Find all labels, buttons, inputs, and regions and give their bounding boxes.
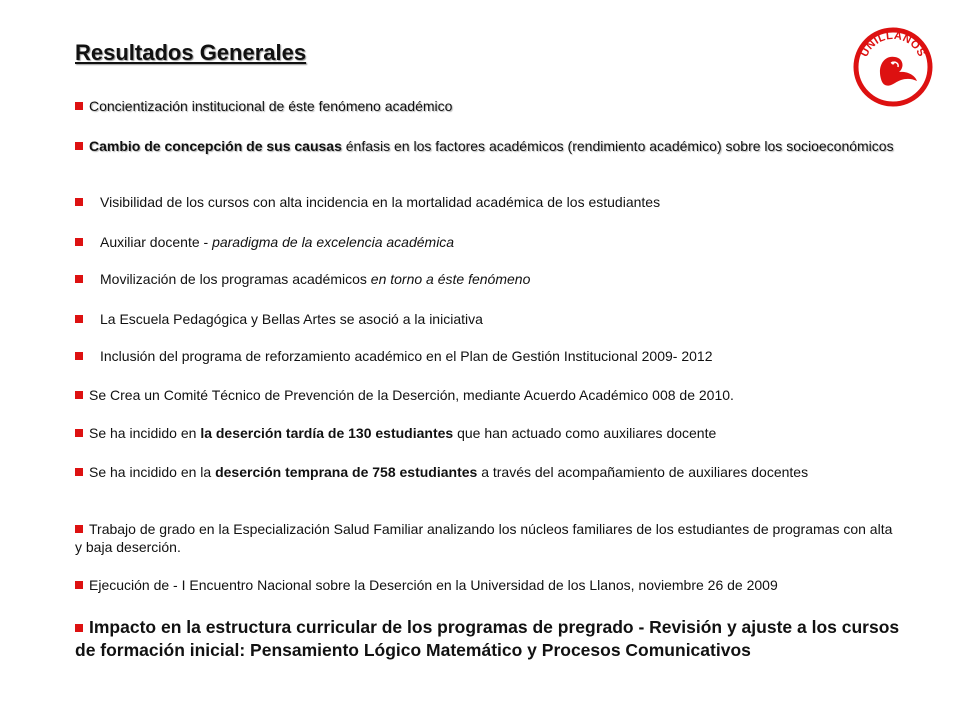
bullet-icon [75, 581, 83, 589]
bullet-icon [75, 238, 83, 246]
bullet-icon [75, 468, 83, 476]
bullet-icon [75, 624, 83, 632]
bullet-icon [75, 391, 83, 399]
bullet-icon [75, 352, 83, 360]
list-item: Auxiliar docente - paradigma de la excelencia académica [75, 233, 900, 251]
bullet-icon [75, 275, 83, 283]
list-item: Inclusión del programa de reforzamiento académico en el Plan de Gestión Institucional 2009- 2012 [75, 347, 900, 365]
list-item: Ejecución de - I Encuentro Nacional sobre la Deserción en la Universidad de los Llanos, noviembre 26 de 2009 [75, 576, 900, 594]
list-item: Movilización de los programas académicos en torno a éste fenómeno [75, 270, 900, 288]
bullet-icon [75, 315, 83, 323]
unillanos-logo [851, 17, 936, 107]
logo-text: UNILLANOS [858, 29, 928, 59]
list-item: Trabajo de grado en la Especialización Salud Familiar analizando los núcleos familiares de los estudiantes de programas con alta y baja deserción. [75, 521, 893, 555]
list-item: Impacto en la estructura curricular de los programas de pregrado - Revisión y ajuste a los cursos de formación inicial: Pensamiento Lógico Matemático y Procesos Comunicativos [75, 617, 900, 660]
list-item: Visibilidad de los cursos con alta incidencia en la mortalidad académica de los estudiantes [75, 193, 900, 211]
list-item: Se Crea un Comité Técnico de Prevención de la Deserción, mediante Acuerdo Académico 008 de 2010. [75, 386, 900, 404]
page-title: Resultados Generales [75, 40, 307, 65]
list-item: La Escuela Pedagógica y Bellas Artes se asoció a la iniciativa [75, 310, 900, 328]
list-item: Concientización institucional de éste fenómeno académico [75, 97, 900, 115]
bullet-icon [75, 429, 83, 437]
list-item: Se ha incidido en la deserción temprana de 758 estudiantes a través del acompañamiento de auxiliares docentes [75, 463, 900, 481]
svg-text:UNILLANOS [858, 30, 927, 59]
bullet-icon [75, 142, 83, 150]
bullet-icon [75, 102, 83, 110]
bullet-icon [75, 525, 83, 533]
list-item: Cambio de concepción de sus causas énfasis en los factores académicos (rendimiento académico) sobre los socioeconómicos [75, 137, 900, 155]
bullet-icon [75, 198, 83, 206]
list-item: Se ha incidido en la deserción tardía de 130 estudiantes que han actuado como auxiliares docente [75, 424, 900, 442]
